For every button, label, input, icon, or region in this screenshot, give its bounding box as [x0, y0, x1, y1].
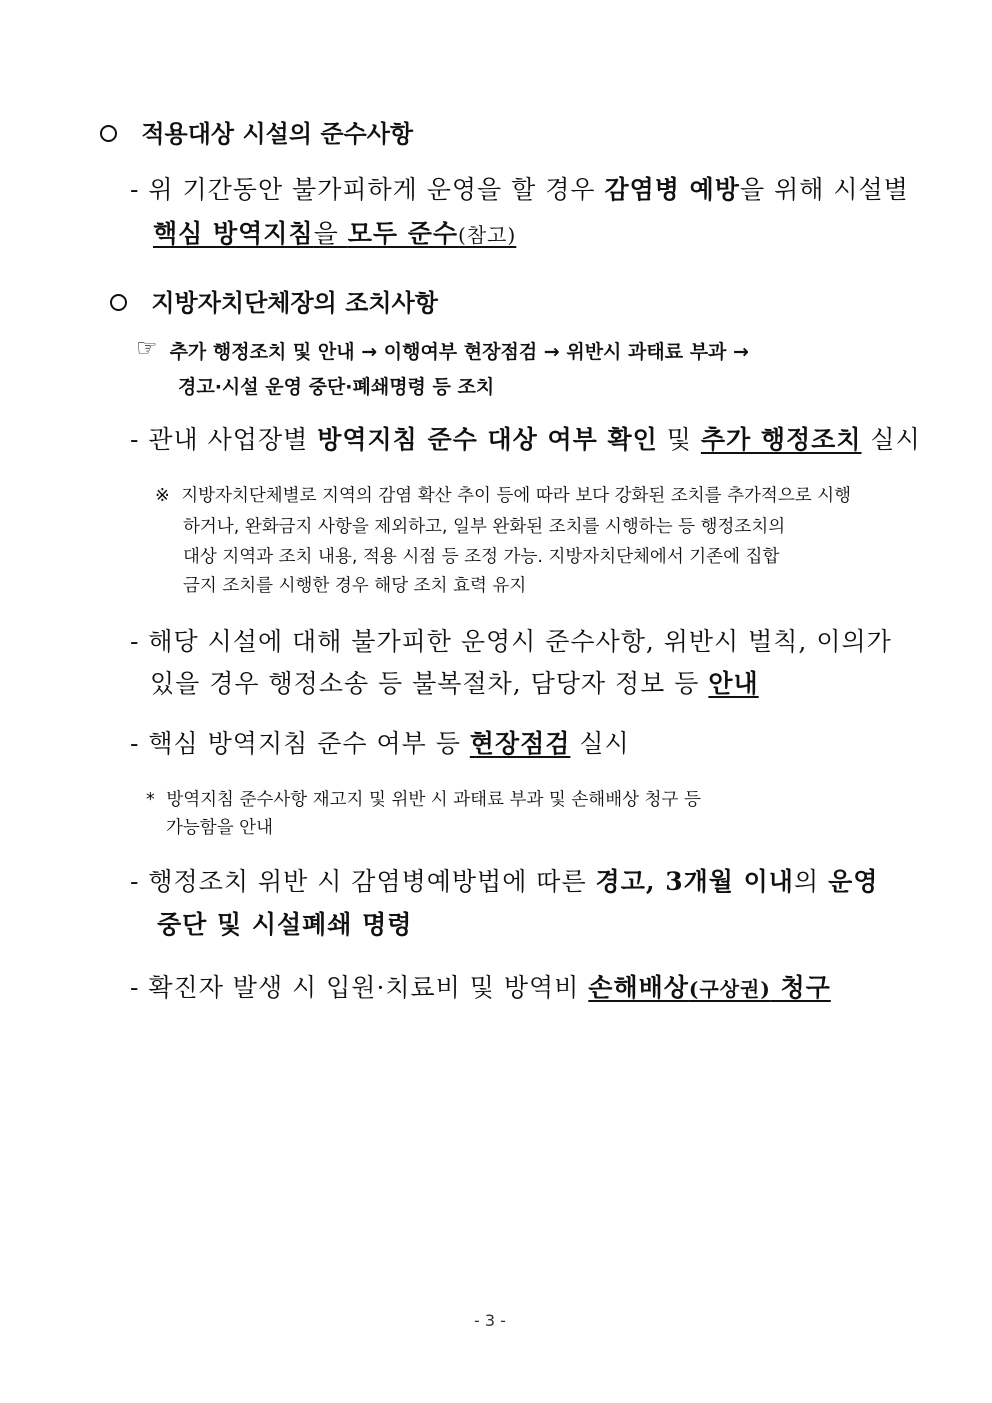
section1-line1: - 위 기간동안 불가피하게 운영을 할 경우 감염병 예방을 위해 시설별 — [130, 175, 909, 204]
note-line-3: 대상 지역과 조치 내용, 적용 시점 등 조정 가능. 지방자치단체에서 기존에 집합 — [183, 547, 780, 567]
note-line-2: 하거나, 완화금지 사항을 제외하고, 일부 완화된 조치를 시행하는 등 행정조치의 — [183, 517, 786, 537]
page-number: - 3 - — [474, 1311, 506, 1330]
pointing-hand-icon: ☞ — [136, 334, 158, 362]
sub-line-1: * 방역지침 준수사항 재고지 및 위반 시 과태료 부과 및 손해배상 청구 등 — [146, 790, 701, 810]
item2-line1: - 해당 시설에 대해 불가피한 운영시 준수사항, 위반시 벌칙, 이의가 — [130, 627, 892, 656]
item4-line1: - 행정조치 위반 시 감염병예방법에 따른 경고, 3개월 이내의 운영 — [130, 867, 879, 896]
section1-line2: 핵심 방역지침을 모두 준수(참고) — [153, 219, 517, 248]
note-line-4: 금지 조치를 시행한 경우 해당 조치 효력 유지 — [183, 576, 527, 596]
item4-line2: 중단 및 시설폐쇄 명령 — [157, 910, 413, 939]
item2-line2: 있을 경우 행정소송 등 불복절차, 담당자 정보 등 안내 — [150, 669, 759, 698]
circle-bullet-icon — [100, 125, 117, 142]
section-heading-1: 적용대상 시설의 준수사항 — [100, 114, 413, 149]
flow-line-2: 경고·시설 운영 중단·폐쇄명령 등 조치 — [178, 376, 495, 398]
section-heading-2: 지방자치단체장의 조치사항 — [110, 283, 438, 318]
item3: - 핵심 방역지침 준수 여부 등 현장점검 실시 — [130, 729, 630, 758]
circle-bullet-icon — [110, 294, 127, 311]
item5: - 확진자 발생 시 입원·치료비 및 방역비 손해배상(구상권) 청구 — [130, 973, 831, 1002]
sub-line-2: 가능함을 안내 — [166, 818, 273, 838]
note-line-1: ※ 지방자치단체별로 지역의 감염 확산 추이 등에 따라 보다 강화된 조치를 추가적으로 시행 — [155, 486, 852, 506]
item1: - 관내 사업장별 방역지침 준수 대상 여부 확인 및 추가 행정조치 실시 — [130, 425, 921, 454]
flow-line-1: ☞ 추가 행정조치 및 안내 → 이행여부 현장점검 → 위반시 과태료 부과 → — [136, 334, 749, 363]
